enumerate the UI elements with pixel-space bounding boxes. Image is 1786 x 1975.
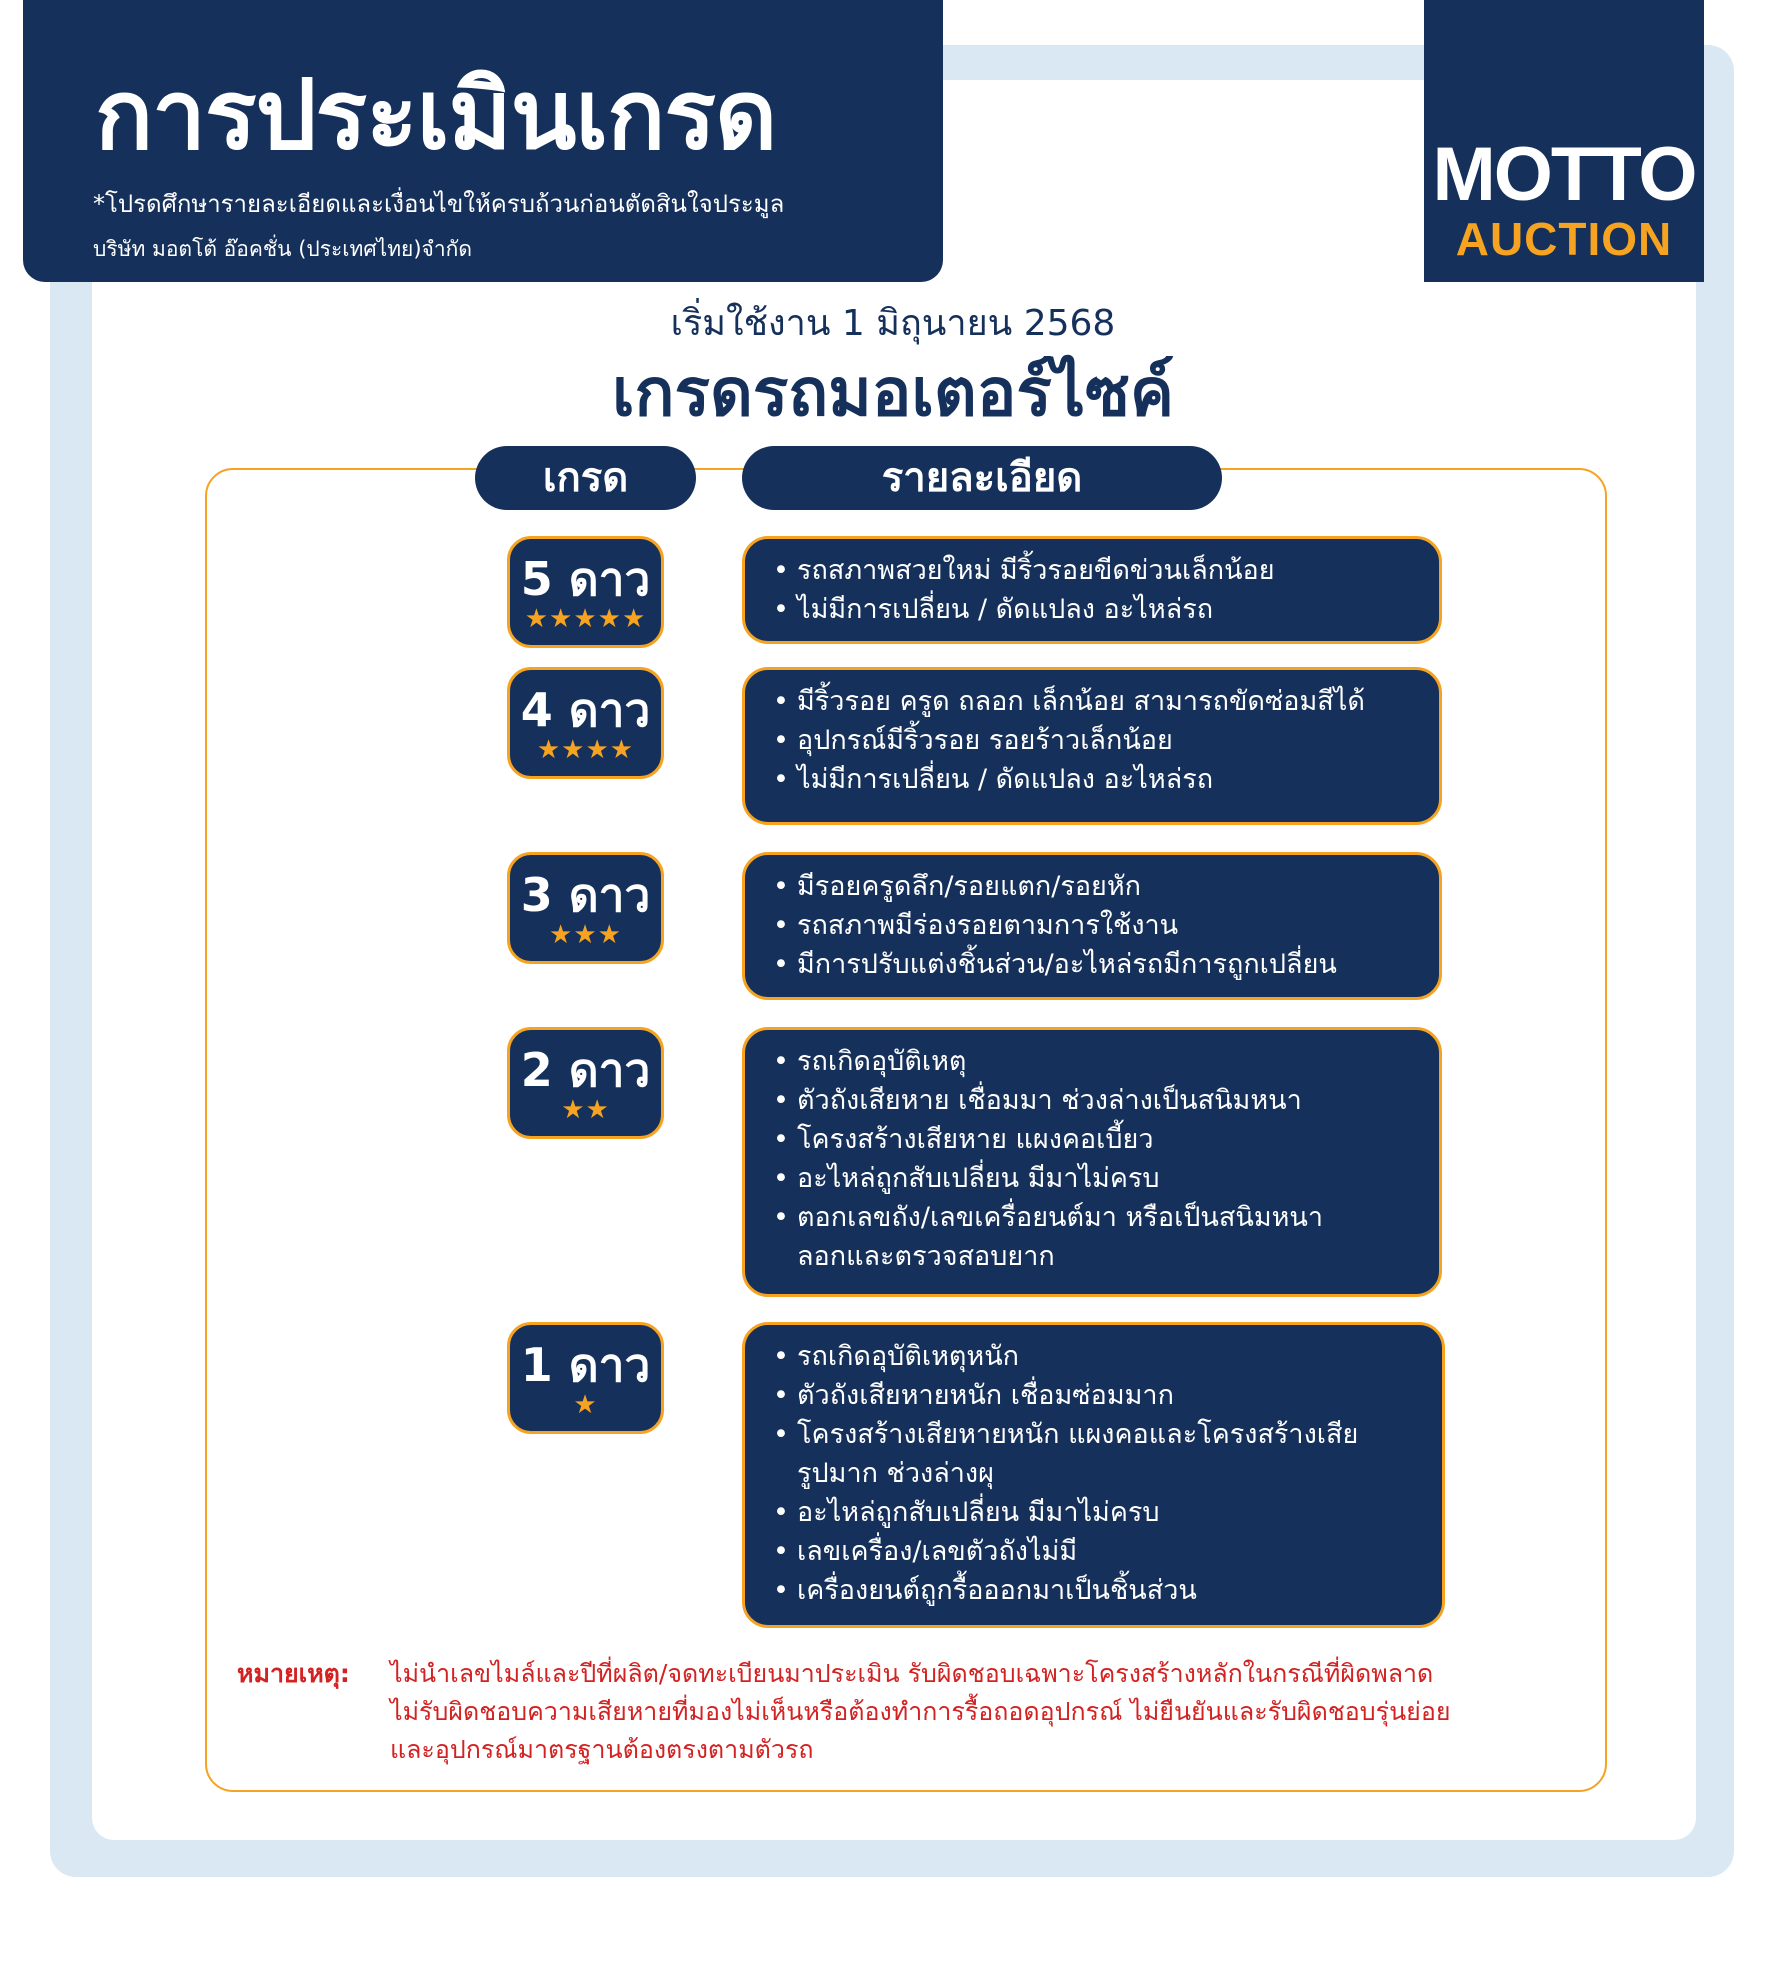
detail-item: • เครื่องยนต์ถูกรื้อออกมาเป็นชิ้นส่วน — [773, 1571, 1414, 1610]
grade-detail-1-star — [742, 1322, 1445, 1628]
grade-badge-2-stars — [507, 1027, 664, 1139]
detail-item: • ไม่มีการเปลี่ยน / ดัดแปลง อะไหล่รถ — [773, 760, 1411, 799]
effective-date: เริ่มใช้งาน 1 มิถุนายน 2568 — [670, 303, 1116, 344]
grade-detail-4-stars — [742, 667, 1442, 825]
grade-column-header: เกรด — [475, 446, 696, 510]
logo-wordmark-auction: AUCTION — [1455, 213, 1673, 265]
star-rating-icon: ★ — [573, 1390, 598, 1420]
header-banner — [23, 0, 943, 282]
detail-item: • มีริ้วรอย ครูด ถลอก เล็กน้อย สามารถขัดซ่อมสีได้ — [773, 682, 1411, 721]
detail-item: • อะไหล่ถูกสับเปลี่ยน มีมาไม่ครบ — [773, 1159, 1411, 1198]
note-line: ไม่นำเลขไมล์และปีที่ผลิต/จดทะเบียนมาประเมิน รับผิดชอบเฉพาะโครงสร้างหลักในกรณีที่ผิดพลาด — [390, 1659, 1434, 1688]
note-label: หมายเหตุ: — [237, 1659, 350, 1688]
detail-item: • รถสภาพมีร่องรอยตามการใช้งาน — [773, 906, 1411, 945]
grade-label: 1 ดาว — [520, 1338, 651, 1392]
detail-item: • รถเกิดอุบัติเหตุหนัก — [773, 1337, 1414, 1376]
note-line: ไม่รับผิดชอบความเสียหายที่มองไม่เห็นหรือต้องทำการรื้อถอดอุปกรณ์ ไม่ยืนยันและรับผิดชอบรุ่นย่อย — [390, 1697, 1451, 1726]
detail-item: • รถเกิดอุบัติเหตุ — [773, 1042, 1411, 1081]
grade-badge-3-stars — [507, 852, 664, 964]
detail-item: • มีการปรับแต่งชิ้นส่วน/อะไหล่รถมีการถูกเปลี่ยน — [773, 945, 1411, 984]
motto-auction-logo — [1424, 0, 1704, 282]
grade-badge-5-stars — [507, 536, 664, 648]
detail-item: • อะไหล่ถูกสับเปลี่ยน มีมาไม่ครบ — [773, 1493, 1414, 1532]
detail-item: • ตอกเลขถัง/เลขเครื่อยนต์มา หรือเป็นสนิมหนา ลอกและตรวจสอบยาก — [773, 1198, 1411, 1276]
detail-item: • โครงสร้างเสียหาย แผงคอเบี้ยว — [773, 1120, 1411, 1159]
detail-item: • มีรอยครูดลึก/รอยแตก/รอยหัก — [773, 867, 1411, 906]
detail-item: • อุปกรณ์มีริ้วรอย รอยร้าวเล็กน้อย — [773, 721, 1411, 760]
grade-label: 2 ดาว — [520, 1043, 651, 1097]
detail-item: • ตัวถังเสียหาย เชื่อมมา ช่วงล่างเป็นสนิมหนา — [773, 1081, 1411, 1120]
grade-label: 5 ดาว — [520, 552, 651, 606]
detail-item: • ไม่มีการเปลี่ยน / ดัดแปลง อะไหล่รถ — [773, 590, 1411, 629]
grade-badge-4-stars — [507, 667, 664, 779]
grade-label: 3 ดาว — [520, 868, 651, 922]
star-rating-icon: ★★ — [561, 1095, 610, 1125]
grade-label: 4 ดาว — [520, 683, 651, 737]
detail-column-header: รายละเอียด — [742, 446, 1222, 510]
detail-item: • ตัวถังเสียหายหนัก เชื่อมซ่อมมาก — [773, 1376, 1414, 1415]
note-text — [390, 1655, 1451, 1769]
header-company: บริษัท มอตโต้ อ๊อคชั่น (ประเทศไทย)จำกัด — [93, 237, 472, 261]
logo-wordmark-motto: MOTTO — [1432, 132, 1696, 217]
note-line: และอุปกรณ์มาตรฐานต้องตรงตามตัวรถ — [390, 1735, 814, 1764]
detail-item: • รถสภาพสวยใหม่ มีริ้วรอยขีดข่วนเล็กน้อย — [773, 551, 1411, 590]
detail-item: • โครงสร้างเสียหายหนัก แผงคอและโครงสร้างเสีย รูปมาก ช่วงล่างผุ — [773, 1415, 1414, 1493]
star-rating-icon: ★★★★ — [536, 735, 635, 765]
star-rating-icon: ★★★ — [549, 920, 622, 950]
detail-item: • เลขเครื่อง/เลขตัวถังไม่มี — [773, 1532, 1414, 1571]
grade-badge-1-star — [507, 1322, 664, 1434]
page-title: เกรดรถมอเตอร์ไซค์ — [611, 354, 1175, 431]
header-subtitle: *โปรดศึกษารายละเอียดและเงื่อนไขให้ครบถ้วนก่อนตัดสินใจประมูล — [93, 190, 785, 218]
header-title: การประเมินเกรด — [95, 59, 777, 171]
grade-detail-5-stars — [742, 536, 1442, 644]
grade-detail-2-stars — [742, 1027, 1442, 1297]
grade-detail-3-stars — [742, 852, 1442, 1000]
star-rating-icon: ★★★★★ — [524, 604, 647, 634]
